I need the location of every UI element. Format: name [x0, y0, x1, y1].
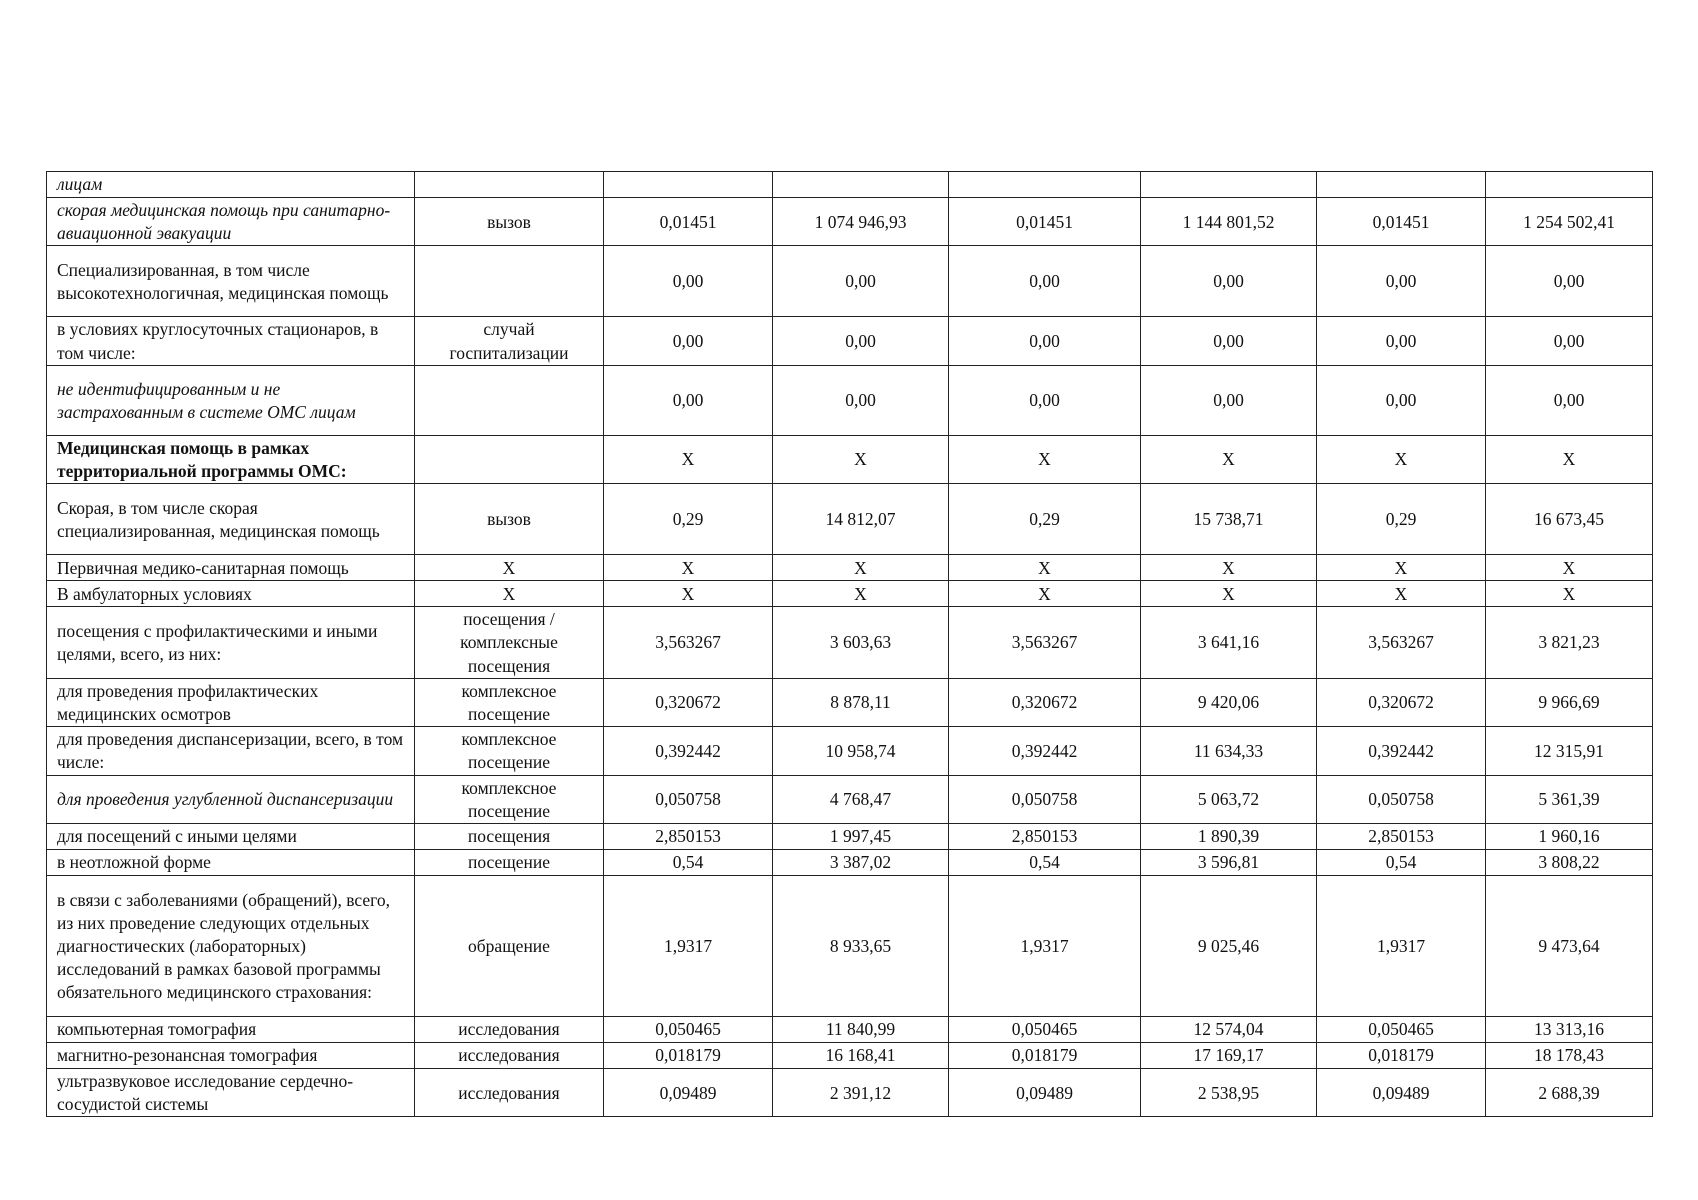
table-row — [47, 555, 1653, 581]
cost-value-cell — [1141, 172, 1317, 198]
cost-value-cell: Х — [773, 555, 949, 581]
unit-cell — [415, 435, 604, 483]
norm-value-cell: 1,9317 — [949, 876, 1141, 1017]
cost-value-cell: Х — [1486, 435, 1653, 483]
norm-value-cell: 0,00 — [949, 365, 1141, 435]
cost-value-cell: 0,00 — [1141, 317, 1317, 365]
norm-value-cell: 0,050758 — [604, 775, 773, 823]
row-label: не идентифицированным и не застрахованным в системе ОМС лицам — [47, 365, 415, 435]
norm-value-cell: 0,392442 — [1317, 727, 1486, 775]
cost-value-cell: Х — [1486, 581, 1653, 607]
cost-value-cell: 3 603,63 — [773, 607, 949, 679]
norm-value-cell: Х — [949, 435, 1141, 483]
cost-value-cell: 0,00 — [773, 317, 949, 365]
table-row — [47, 727, 1653, 775]
cost-value-cell: Х — [1141, 555, 1317, 581]
norm-value-cell: 1,9317 — [1317, 876, 1486, 1017]
norm-value-cell: 0,29 — [949, 484, 1141, 555]
unit-cell: посещение — [415, 850, 604, 876]
cost-value-cell: Х — [1141, 435, 1317, 483]
cost-value-cell: 8 878,11 — [773, 678, 949, 726]
cost-value-cell: 15 738,71 — [1141, 484, 1317, 555]
unit-cell — [415, 172, 604, 198]
norm-value-cell: 0,00 — [1317, 365, 1486, 435]
norm-value-cell: Х — [949, 555, 1141, 581]
row-label: Медицинская помощь в рамках территориальной программы ОМС: — [47, 435, 415, 483]
norm-value-cell: 0,320672 — [949, 678, 1141, 726]
cost-value-cell: 9 473,64 — [1486, 876, 1653, 1017]
row-label: для проведения углубленной диспансеризации — [47, 775, 415, 823]
norm-value-cell: 0,320672 — [1317, 678, 1486, 726]
row-label: в неотложной форме — [47, 850, 415, 876]
norm-value-cell: 2,850153 — [1317, 824, 1486, 850]
cost-value-cell: 5 063,72 — [1141, 775, 1317, 823]
row-label: ультразвуковое исследование сердечно-сосудистой системы — [47, 1069, 415, 1117]
norm-value-cell: 0,00 — [604, 365, 773, 435]
norm-value-cell: 0,01451 — [604, 198, 773, 246]
row-label: для проведения диспансеризации, всего, в том числе: — [47, 727, 415, 775]
cost-value-cell — [773, 172, 949, 198]
norm-value-cell: 0,01451 — [1317, 198, 1486, 246]
norm-value-cell — [1317, 172, 1486, 198]
table-row — [47, 607, 1653, 679]
norm-value-cell: 0,018179 — [604, 1043, 773, 1069]
unit-cell — [415, 246, 604, 317]
table-row — [47, 678, 1653, 726]
unit-cell: посещения — [415, 824, 604, 850]
cost-value-cell: 3 808,22 — [1486, 850, 1653, 876]
cost-value-cell: 9 966,69 — [1486, 678, 1653, 726]
cost-value-cell: 10 958,74 — [773, 727, 949, 775]
norm-value-cell: Х — [1317, 555, 1486, 581]
cost-value-cell: 13 313,16 — [1486, 1017, 1653, 1043]
norm-value-cell: Х — [604, 435, 773, 483]
unit-cell: комплексное посещение — [415, 727, 604, 775]
row-label: Скорая, в том числе скорая специализированная, медицинская помощь — [47, 484, 415, 555]
table-row — [47, 435, 1653, 483]
unit-cell: комплексное посещение — [415, 678, 604, 726]
cost-value-cell: 4 768,47 — [773, 775, 949, 823]
cost-value-cell: 11 634,33 — [1141, 727, 1317, 775]
unit-cell: вызов — [415, 484, 604, 555]
norm-value-cell: 0,09489 — [1317, 1069, 1486, 1117]
norm-value-cell: Х — [1317, 435, 1486, 483]
cost-value-cell: Х — [773, 435, 949, 483]
cost-value-cell: 0,00 — [773, 365, 949, 435]
norm-value-cell: 0,050758 — [949, 775, 1141, 823]
norm-value-cell: 0,050465 — [1317, 1017, 1486, 1043]
norm-value-cell: 0,00 — [949, 317, 1141, 365]
cost-value-cell: 2 688,39 — [1486, 1069, 1653, 1117]
table-row — [47, 581, 1653, 607]
cost-value-cell: 0,00 — [1141, 246, 1317, 317]
unit-cell: Х — [415, 555, 604, 581]
norm-value-cell: 3,563267 — [1317, 607, 1486, 679]
table-row — [47, 1017, 1653, 1043]
norm-value-cell: 0,018179 — [1317, 1043, 1486, 1069]
table-row — [47, 172, 1653, 198]
norm-value-cell: 0,00 — [604, 317, 773, 365]
cost-value-cell: 12 574,04 — [1141, 1017, 1317, 1043]
cost-value-cell: 3 596,81 — [1141, 850, 1317, 876]
unit-cell: обращение — [415, 876, 604, 1017]
unit-cell: вызов — [415, 198, 604, 246]
unit-cell: Х — [415, 581, 604, 607]
table-row — [47, 824, 1653, 850]
cost-value-cell — [1486, 172, 1653, 198]
table-row — [47, 484, 1653, 555]
cost-value-cell: 5 361,39 — [1486, 775, 1653, 823]
unit-cell: исследования — [415, 1043, 604, 1069]
unit-cell: случай госпитализации — [415, 317, 604, 365]
cost-value-cell: Х — [773, 581, 949, 607]
norm-value-cell: 0,018179 — [949, 1043, 1141, 1069]
norm-value-cell: 0,09489 — [949, 1069, 1141, 1117]
norm-value-cell: 0,00 — [1317, 317, 1486, 365]
table-row — [47, 198, 1653, 246]
unit-cell — [415, 365, 604, 435]
table-row — [47, 246, 1653, 317]
row-label: Первичная медико-санитарная помощь — [47, 555, 415, 581]
row-label: для проведения профилактических медицинских осмотров — [47, 678, 415, 726]
cost-value-cell: 16 673,45 — [1486, 484, 1653, 555]
cost-value-cell: 1 254 502,41 — [1486, 198, 1653, 246]
norm-value-cell: 0,29 — [604, 484, 773, 555]
table-row — [47, 365, 1653, 435]
cost-value-cell: 11 840,99 — [773, 1017, 949, 1043]
norm-value-cell: 0,01451 — [949, 198, 1141, 246]
cost-value-cell: 16 168,41 — [773, 1043, 949, 1069]
row-label: магнитно-резонансная томография — [47, 1043, 415, 1069]
table-row — [47, 850, 1653, 876]
table-row — [47, 1069, 1653, 1117]
cost-value-cell: Х — [1486, 555, 1653, 581]
norm-value-cell: 0,050758 — [1317, 775, 1486, 823]
cost-value-cell: 2 391,12 — [773, 1069, 949, 1117]
norm-value-cell — [604, 172, 773, 198]
norm-value-cell: Х — [949, 581, 1141, 607]
cost-value-cell: 3 821,23 — [1486, 607, 1653, 679]
table-row — [47, 317, 1653, 365]
cost-value-cell: 3 387,02 — [773, 850, 949, 876]
territorial-program-table — [46, 171, 1653, 1117]
row-label: в условиях круглосуточных стационаров, в том числе: — [47, 317, 415, 365]
norm-value-cell: 0,00 — [1317, 246, 1486, 317]
cost-value-cell: 0,00 — [1486, 246, 1653, 317]
cost-value-cell: Х — [1141, 581, 1317, 607]
row-label: Специализированная, в том числе высокотехнологичная, медицинская помощь — [47, 246, 415, 317]
table-row — [47, 1043, 1653, 1069]
norm-value-cell: 0,00 — [604, 246, 773, 317]
table-row — [47, 775, 1653, 823]
norm-value-cell: 0,050465 — [604, 1017, 773, 1043]
cost-value-cell: 1 890,39 — [1141, 824, 1317, 850]
cost-value-cell: 0,00 — [1486, 317, 1653, 365]
cost-value-cell: 8 933,65 — [773, 876, 949, 1017]
norm-value-cell: 3,563267 — [604, 607, 773, 679]
norm-value-cell: 0,392442 — [949, 727, 1141, 775]
cost-value-cell: 14 812,07 — [773, 484, 949, 555]
table-body — [47, 172, 1653, 1117]
cost-value-cell: 17 169,17 — [1141, 1043, 1317, 1069]
cost-value-cell: 0,00 — [773, 246, 949, 317]
cost-value-cell: 2 538,95 — [1141, 1069, 1317, 1117]
norm-value-cell: 1,9317 — [604, 876, 773, 1017]
cost-value-cell: 12 315,91 — [1486, 727, 1653, 775]
cost-value-cell: 0,00 — [1141, 365, 1317, 435]
norm-value-cell: 0,09489 — [604, 1069, 773, 1117]
norm-value-cell: 2,850153 — [604, 824, 773, 850]
cost-value-cell: 1 074 946,93 — [773, 198, 949, 246]
norm-value-cell: 0,392442 — [604, 727, 773, 775]
cost-value-cell: 3 641,16 — [1141, 607, 1317, 679]
norm-value-cell: 0,320672 — [604, 678, 773, 726]
norm-value-cell: Х — [604, 581, 773, 607]
cost-value-cell: 9 025,46 — [1141, 876, 1317, 1017]
cost-value-cell: 0,00 — [1486, 365, 1653, 435]
unit-cell: посещения / комплексные посещения — [415, 607, 604, 679]
norm-value-cell: 0,54 — [604, 850, 773, 876]
row-label: в связи с заболеваниями (обращений), всего, из них проведение следующих отдельных диагностических (лабораторных) исследований в рамках базовой программы обязательного медицинского страхования: — [47, 876, 415, 1017]
norm-value-cell: 3,563267 — [949, 607, 1141, 679]
norm-value-cell: Х — [1317, 581, 1486, 607]
norm-value-cell: 0,54 — [1317, 850, 1486, 876]
unit-cell: исследования — [415, 1069, 604, 1117]
row-label: для посещений с иными целями — [47, 824, 415, 850]
norm-value-cell: Х — [604, 555, 773, 581]
table-row — [47, 876, 1653, 1017]
unit-cell: исследования — [415, 1017, 604, 1043]
row-label: компьютерная томография — [47, 1017, 415, 1043]
cost-value-cell: 1 997,45 — [773, 824, 949, 850]
norm-value-cell: 0,00 — [949, 246, 1141, 317]
unit-cell: комплексное посещение — [415, 775, 604, 823]
cost-value-cell: 1 960,16 — [1486, 824, 1653, 850]
norm-value-cell: 2,850153 — [949, 824, 1141, 850]
row-label: В амбулаторных условиях — [47, 581, 415, 607]
row-label: скорая медицинская помощь при санитарно-авиационной эвакуации — [47, 198, 415, 246]
cost-value-cell: 1 144 801,52 — [1141, 198, 1317, 246]
norm-value-cell: 0,29 — [1317, 484, 1486, 555]
row-label: лицам — [47, 172, 415, 198]
row-label: посещения с профилактическими и иными целями, всего, из них: — [47, 607, 415, 679]
norm-value-cell: 0,54 — [949, 850, 1141, 876]
norm-value-cell — [949, 172, 1141, 198]
norm-value-cell: 0,050465 — [949, 1017, 1141, 1043]
cost-value-cell: 9 420,06 — [1141, 678, 1317, 726]
cost-value-cell: 18 178,43 — [1486, 1043, 1653, 1069]
